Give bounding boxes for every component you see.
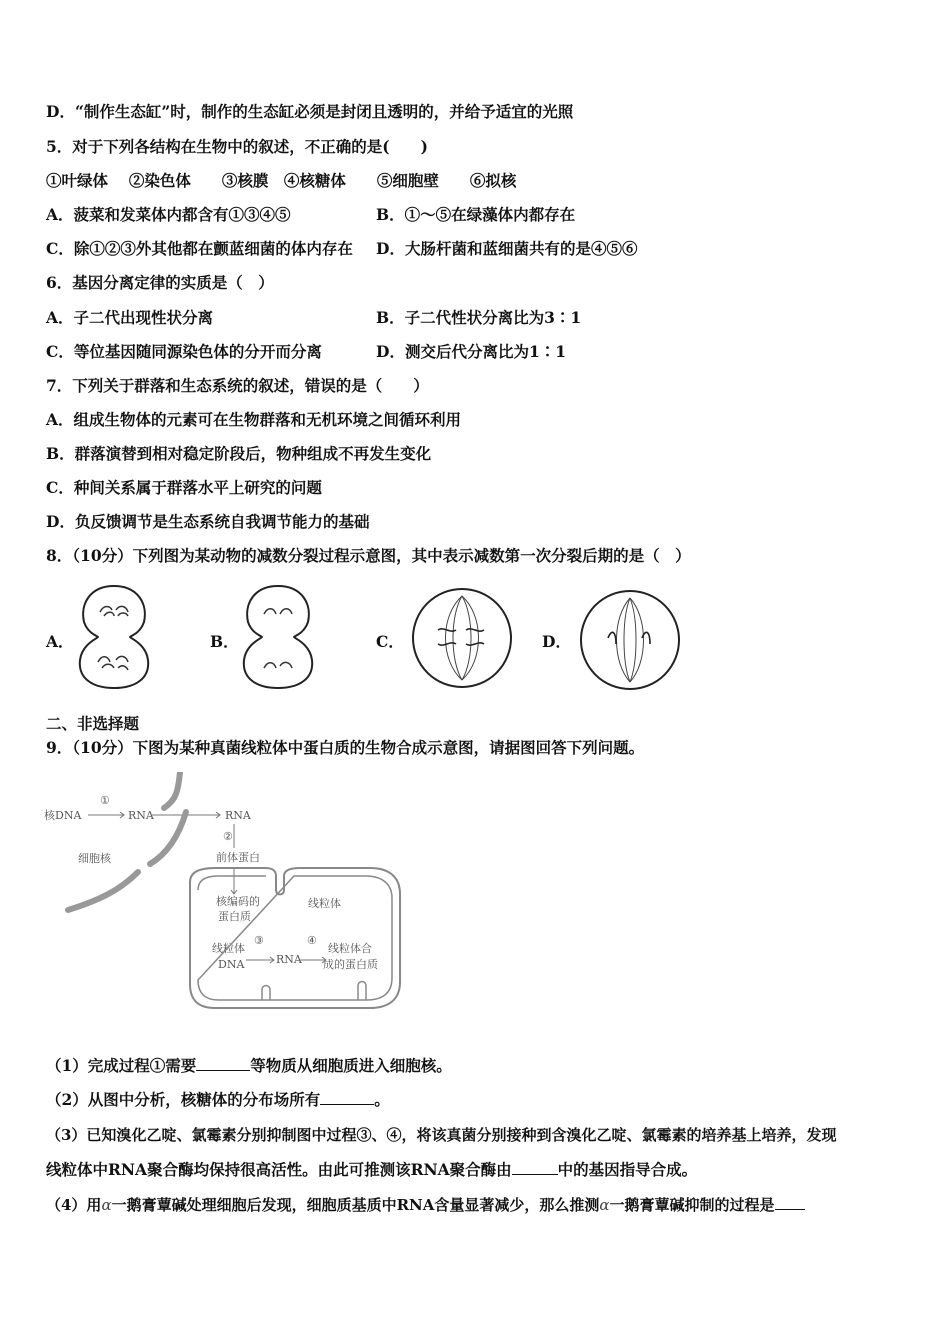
q9-part4-text-b: 一鹅膏蕈碱处理细胞后发现，细胞质基质中RNA含量显著减少，那么推测 <box>111 1196 600 1214</box>
q4-option-d: D．“制作生态缸”时，制作的生态缸必须是封闭且透明的，并给予适宜的光照 <box>46 102 574 121</box>
q8-cell-d-image <box>578 588 682 692</box>
diagram-mito-dna-2: DNA <box>218 958 245 971</box>
q7-option-c: C．种间关系属于群落水平上研究的问题 <box>46 478 322 497</box>
q9-diagram <box>40 772 420 1030</box>
q5-items: ①叶绿体 ②染色体 ③核膜 ④核糖体 ⑤细胞壁 ⑥拟核 <box>46 171 517 190</box>
diagram-step3: ③ <box>254 934 264 947</box>
q9-part3-text-b: 中的基因指导合成。 <box>557 1160 698 1179</box>
q6-option-a: A．子二代出现性状分离 <box>46 308 214 327</box>
q8-label-b: B． <box>210 632 239 651</box>
q9-part4 <box>46 1195 805 1215</box>
q8-cell-c-image <box>410 586 514 690</box>
diagram-nuclear-encoded-1: 核编码的 <box>216 895 260 908</box>
q9-part4-blank[interactable] <box>775 1195 805 1210</box>
q7-option-d: D．负反馈调节是生态系统自我调节能力的基础 <box>46 512 370 531</box>
q5-stem: 5．对于下列各结构在生物中的叙述，不正确的是( ) <box>46 137 428 156</box>
q9-part1-text-b: 等物质从细胞质进入细胞核。 <box>250 1056 452 1075</box>
diagram-rna3: RNA <box>276 953 302 966</box>
q6-stem: 6．基因分离定律的实质是（ ） <box>46 273 274 292</box>
diagram-step2: ② <box>223 830 233 843</box>
diagram-precursor: 前体蛋白 <box>216 851 260 864</box>
diagram-mito: 线粒体 <box>308 897 341 910</box>
q8-cell-b-image <box>240 582 316 692</box>
q7-option-a: A．组成生物体的元素可在生物群落和无机环境之间循环利用 <box>46 410 462 429</box>
q9-part4-text-a: （4）用 <box>46 1196 102 1214</box>
q6-option-b: B．子二代性状分离比为3∶1 <box>376 308 582 327</box>
q9-part2-text-a: （2）从图中分析，核糖体的分布场所有 <box>46 1090 321 1109</box>
q9-part1-blank[interactable] <box>196 1056 250 1071</box>
q7-option-b: B．群落演替到相对稳定阶段后，物种组成不再发生变化 <box>46 444 432 463</box>
q8-cell-a-image <box>76 582 152 692</box>
q9-stem: 9．（10分）下图为某种真菌线粒体中蛋白质的生物合成示意图，请据图回答下列问题。 <box>46 738 645 757</box>
q5-option-a: A．菠菜和发菜体内都含有①③④⑤ <box>46 205 291 224</box>
q5-option-c: C．除①②③外其他都在颤蓝细菌的体内存在 <box>46 239 353 258</box>
q6-option-c: C．等位基因随同源染色体的分开而分离 <box>46 342 322 361</box>
alpha-symbol-1: α <box>101 1196 112 1214</box>
q9-part3-blank[interactable] <box>512 1160 558 1175</box>
diagram-step4: ④ <box>307 934 317 947</box>
diagram-mito-protein-1: 线粒体合 <box>328 942 372 955</box>
q9-part2-blank[interactable] <box>320 1090 374 1105</box>
diagram-rna2: RNA <box>225 809 251 822</box>
q5-option-d: D．大肠杆菌和蓝细菌共有的是④⑤⑥ <box>376 239 638 258</box>
q8-stem: 8．（10分）下列图为某动物的减数分裂过程示意图，其中表示减数第一次分裂后期的是（ ） <box>46 546 691 565</box>
diagram-step1: ① <box>100 794 110 807</box>
q8-label-c: C． <box>376 632 404 651</box>
q9-part3: （3）已知溴化乙啶、氯霉素分别抑制图中过程③、④，将该真菌分别接种到含溴化乙啶、氯霉素的培养基上培养，发现 <box>46 1126 837 1144</box>
q9-part3-text-a: 线粒体中RNA聚合酶均保持很高活性。由此可推测该RNA聚合酶由 <box>46 1160 512 1179</box>
q8-label-d: D． <box>542 632 571 651</box>
q9-part1-text-a: （1）完成过程①需要 <box>46 1056 197 1075</box>
q9-part4-text-c: 一鹅膏蕈碱抑制的过程是 <box>609 1196 775 1214</box>
diagram-rna1: RNA <box>128 809 154 822</box>
q9-part2-text-b: 。 <box>374 1090 390 1109</box>
q6-option-d: D．测交后代分离比为1∶1 <box>376 342 567 361</box>
q5-option-b: B．①～⑤在绿藻体内都存在 <box>376 205 576 224</box>
q7-stem: 7．下列关于群落和生态系统的叙述，错误的是（ ） <box>46 376 429 395</box>
diagram-nuclear-encoded-2: 蛋白质 <box>218 910 251 923</box>
section-heading: 二、非选择题 <box>46 714 140 733</box>
diagram-nuclear-dna: 核DNA <box>44 809 82 822</box>
q8-label-a: A． <box>46 632 74 651</box>
diagram-nucleus: 细胞核 <box>78 852 111 865</box>
q9-part2 <box>46 1090 390 1110</box>
diagram-mito-protein-2: 成的蛋白质 <box>323 958 378 971</box>
q9-part3-cont <box>46 1160 697 1180</box>
diagram-mito-dna-1: 线粒体 <box>212 942 245 955</box>
q9-part1 <box>46 1056 452 1076</box>
alpha-symbol-2: α <box>599 1196 610 1214</box>
